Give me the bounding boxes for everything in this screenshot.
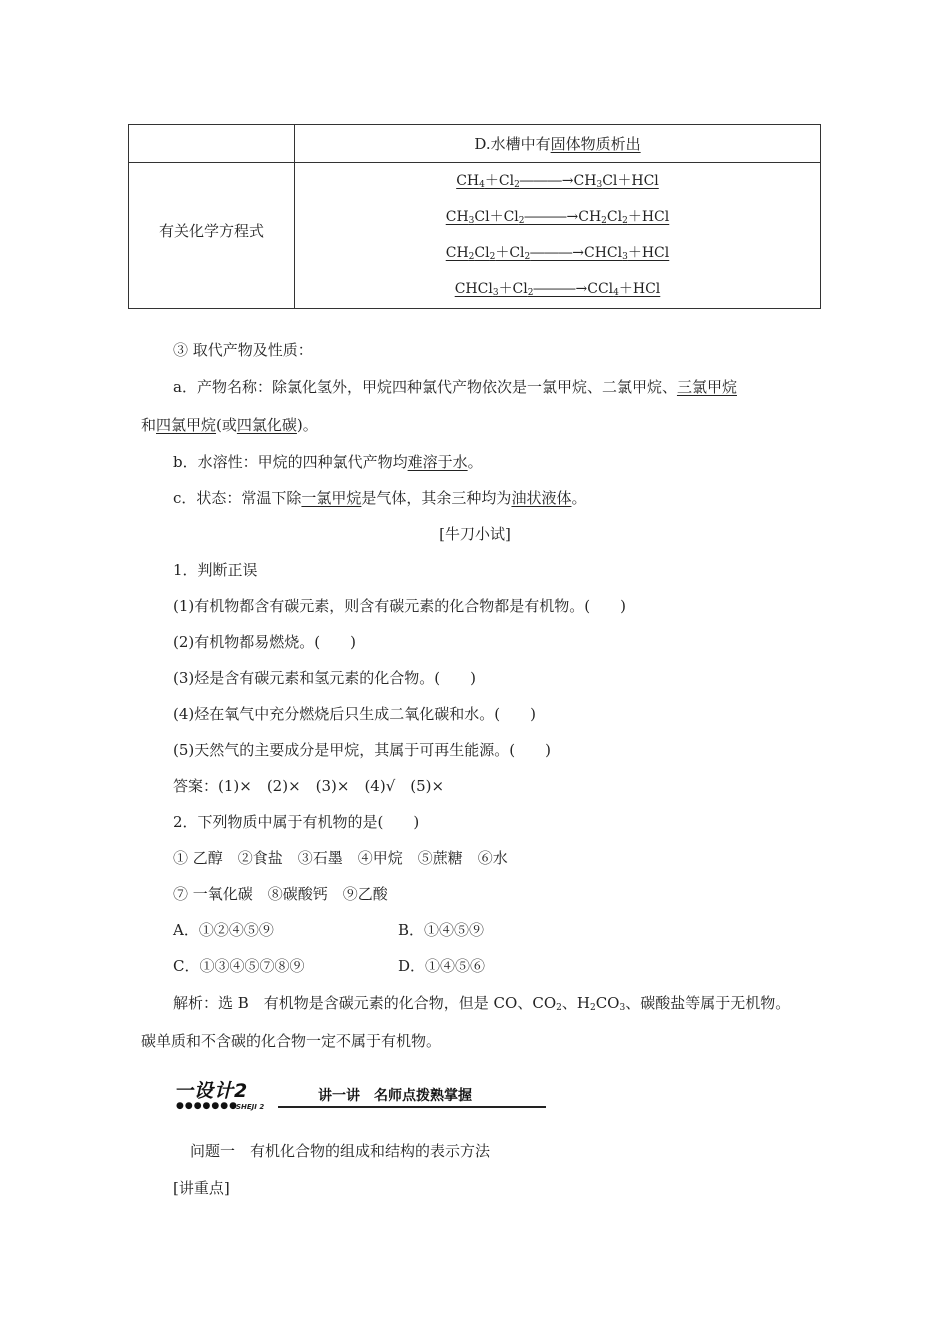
choice-c: C．①③④⑤⑦⑧⑨ bbox=[173, 957, 305, 975]
equation-table bbox=[128, 124, 821, 309]
question-2-options-line2: ⑦ 一氧化碳 ⑧碳酸钙 ⑨乙酸 bbox=[173, 885, 388, 903]
text: 、碳酸盐等属于无机物。 bbox=[625, 994, 791, 1012]
choice-b: B．①④⑤⑨ bbox=[398, 921, 485, 939]
item-c bbox=[173, 487, 586, 508]
answer: 一氯甲烷 bbox=[301, 489, 362, 507]
text: )。 bbox=[296, 416, 318, 434]
answer-line: 答案：(1)× (2)× (3)× (4)√ (5)× bbox=[173, 777, 445, 795]
subscript: 2 bbox=[589, 1003, 596, 1013]
observation-text: D.水槽中有 bbox=[474, 135, 551, 153]
choice-a: A．①②④⑤⑨ bbox=[173, 921, 274, 939]
question-1: 1．判断正误 bbox=[173, 561, 258, 579]
question-item: (1)有机物都含有碳元素，则含有碳元素的化合物都是有机物。( ) bbox=[173, 597, 626, 615]
answer: 难溶于水 bbox=[407, 453, 468, 471]
text: 是气体，其余三种均为 bbox=[361, 489, 512, 507]
text: 。 bbox=[571, 489, 587, 507]
logo-dots: ●●●●●●● bbox=[176, 1101, 238, 1111]
logo-subtitle: SHEJI 2 bbox=[236, 1103, 265, 1111]
practice-title: [牛刀小试] bbox=[439, 525, 511, 543]
question-item: (5)天然气的主要成分是甲烷，其属于可再生能源。( ) bbox=[173, 741, 551, 759]
answer: 四氯化碳 bbox=[236, 416, 297, 434]
text: (或 bbox=[216, 416, 237, 434]
equation-1: $CH_4+Cl_2―――\to CH_3Cl+HCl$ bbox=[456, 173, 659, 190]
item-a-continued bbox=[141, 414, 318, 435]
section-heading: ③ 取代产物及性质： bbox=[173, 341, 313, 359]
text: 和 bbox=[141, 416, 157, 434]
table-cell-observation bbox=[295, 133, 820, 154]
answer: 四氯甲烷 bbox=[156, 416, 217, 434]
choice-d: D．①④⑤⑥ bbox=[398, 957, 486, 975]
text: CO bbox=[595, 994, 620, 1012]
subscript: 3 bbox=[619, 1003, 626, 1013]
banner-rule bbox=[278, 1106, 546, 1108]
question-item: (2)有机物都易燃烧。( ) bbox=[173, 633, 356, 651]
item-a-answer: 三氯甲烷 bbox=[676, 378, 737, 396]
analysis-line-1 bbox=[173, 992, 790, 1013]
banner-title: 讲一讲 名师点拨熟掌握 bbox=[318, 1088, 472, 1104]
text: 。 bbox=[467, 453, 483, 471]
text: c．状态：常温下除 bbox=[173, 489, 302, 507]
equation-4: $CHCl_3+Cl_2―――\to CCl_4+HCl$ bbox=[454, 281, 661, 298]
text: 、H bbox=[561, 994, 590, 1012]
sheji-logo: 一设计2 bbox=[174, 1080, 249, 1102]
equation-2: $CH_3Cl+Cl_2―――\to CH_2Cl_2+HCl$ bbox=[445, 209, 670, 226]
question-2: 2．下列物质中属于有机物的是( ) bbox=[173, 813, 420, 831]
question-2-options-line1: ① 乙醇 ②食盐 ③石墨 ④甲烷 ⑤蔗糖 ⑥水 bbox=[173, 849, 508, 867]
text: b．水溶性：甲烷的四种氯代产物均 bbox=[173, 453, 408, 471]
subscript: 2 bbox=[556, 1003, 562, 1013]
item-a bbox=[173, 376, 737, 397]
analysis-line-2: 碳单质和不含碳的化合物一定不属于有机物。 bbox=[141, 1032, 442, 1050]
table-divider bbox=[129, 162, 820, 163]
item-a-text: a．产物名称：除氯化氢外，甲烷四种氯代产物依次是一氯甲烷、二氯甲烷、 bbox=[173, 378, 677, 396]
problem-title: 问题一 有机化合物的组成和结构的表示方法 bbox=[190, 1142, 491, 1160]
text: 解析：选 B 有机物是含碳元素的化合物，但是 CO、CO bbox=[173, 994, 557, 1012]
answer: 油状液体 bbox=[511, 489, 572, 507]
section-banner bbox=[174, 1076, 546, 1116]
equation-3: $CH_2Cl_2+Cl_2―――\to CHCl_3+HCl$ bbox=[445, 245, 670, 262]
problem-tag: [讲重点] bbox=[173, 1179, 230, 1197]
observation-answer: 固体物质析出 bbox=[550, 135, 641, 153]
table-row-label: 有关化学方程式 bbox=[158, 222, 264, 240]
item-b bbox=[173, 451, 483, 472]
question-item: (3)烃是含有碳元素和氢元素的化合物。( ) bbox=[173, 669, 476, 687]
question-item: (4)烃在氧气中充分燃烧后只生成二氧化碳和水。( ) bbox=[173, 705, 536, 723]
